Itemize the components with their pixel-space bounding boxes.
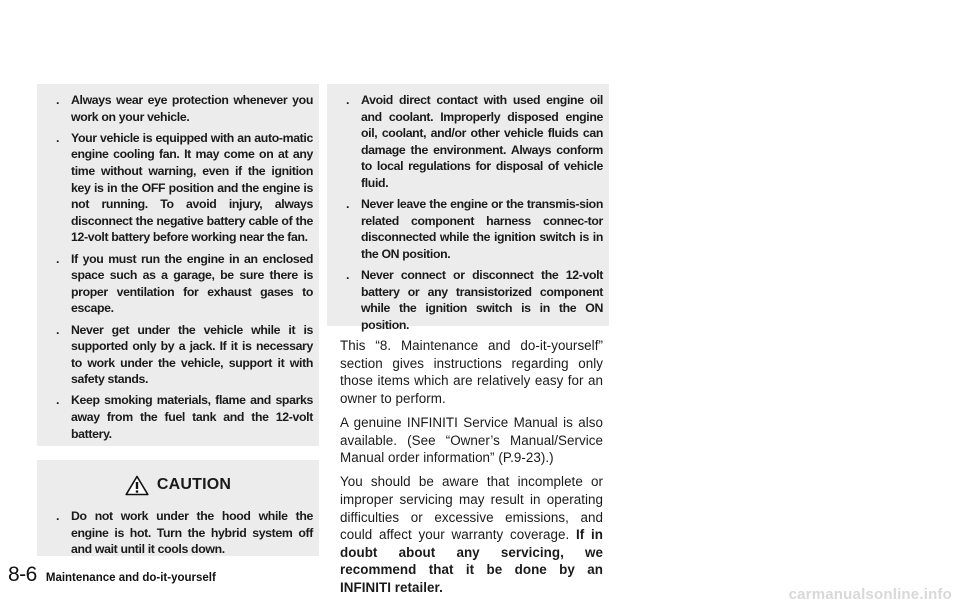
warning-box-right bbox=[327, 84, 609, 332]
list-item: . Never leave the engine or the transmis-sion related component harness connec-tor disconnected while the ignition switch is in the ON position. bbox=[346, 197, 603, 261]
watermark: carmanualsonline.info bbox=[788, 586, 952, 603]
bullet: . bbox=[346, 93, 350, 107]
bullet: . bbox=[346, 197, 350, 212]
body-text bbox=[340, 337, 603, 603]
paragraph: This “8. Maintenance and do-it-yourself” section gives instructions regarding only those items which are relatively easy for an owner to perform. bbox=[340, 338, 603, 406]
warning-list-left bbox=[50, 92, 313, 447]
bullet: . bbox=[56, 130, 60, 145]
bullet: . bbox=[346, 268, 350, 283]
list-item: . If you must run the engine in an enclosed space such as a garage, be sure there is proper ventilation for exhaust gases to escape. bbox=[56, 251, 313, 316]
warning-box-left bbox=[37, 84, 319, 446]
list-item: . Keep smoking materials, flame and sparks away from the fuel tank and the 12-volt battery. bbox=[56, 393, 313, 441]
list-item: . Never connect or disconnect the 12-volt battery or any transistorized component while the ignition switch is in the ON position. bbox=[346, 268, 603, 332]
caution-header bbox=[37, 472, 319, 498]
paragraph: A genuine INFINITI Service Manual is also available. (See “Owner’s Manual/Service Manual order information” (P.9-23).) bbox=[340, 414, 603, 466]
list-item: . Do not work under the hood while the engine is hot. Turn the hybrid system off and wait until it cools down. bbox=[56, 509, 313, 557]
list-item: . Your vehicle is equipped with an auto-matic engine cooling fan. It may come on at any time without warning, even if the ignition key is in the OFF position and the engine is not running. To avoid injury, always disconnect the negative battery cable of the 12-volt battery before working near the fan. bbox=[56, 130, 313, 245]
warning-list-right bbox=[340, 92, 603, 338]
retailer-recommendation: If in doubt about any servicing, we recommend that it be done by an INFINITI retailer. bbox=[340, 527, 603, 595]
bullet: . bbox=[56, 251, 60, 266]
caution-title: CAUTION bbox=[156, 476, 232, 493]
warning-triangle-icon bbox=[125, 475, 149, 496]
bullet: . bbox=[56, 393, 60, 408]
bullet: . bbox=[56, 509, 60, 523]
page-footer bbox=[8, 563, 216, 587]
list-item: . Avoid direct contact with used engine oil and coolant. Improperly disposed engine oil, coolant, and/or other vehicle fluids can damage the environment. Always conform to local regulations for disposal of vehicle fluid. bbox=[346, 93, 603, 190]
caution-list bbox=[50, 508, 313, 562]
bullet: . bbox=[56, 93, 60, 107]
paragraph: You should be aware that incomplete or improper servicing may result in operating difficulties or excessive emissions, and could affect your warranty coverage. If in doubt about any servicing, we recommend that it be done by an INFINITI retailer. bbox=[340, 474, 603, 595]
page-number: 8-6 bbox=[8, 563, 37, 586]
list-item: . Always wear eye protection whenever you work on your vehicle. bbox=[56, 93, 313, 124]
caution-box bbox=[37, 460, 319, 556]
bullet: . bbox=[56, 322, 60, 337]
section-name: Maintenance and do-it-yourself bbox=[45, 572, 216, 584]
list-item: . Never get under the vehicle while it is supported only by a jack. If it is necessary to work under the vehicle, support it with safety stands. bbox=[56, 322, 313, 387]
